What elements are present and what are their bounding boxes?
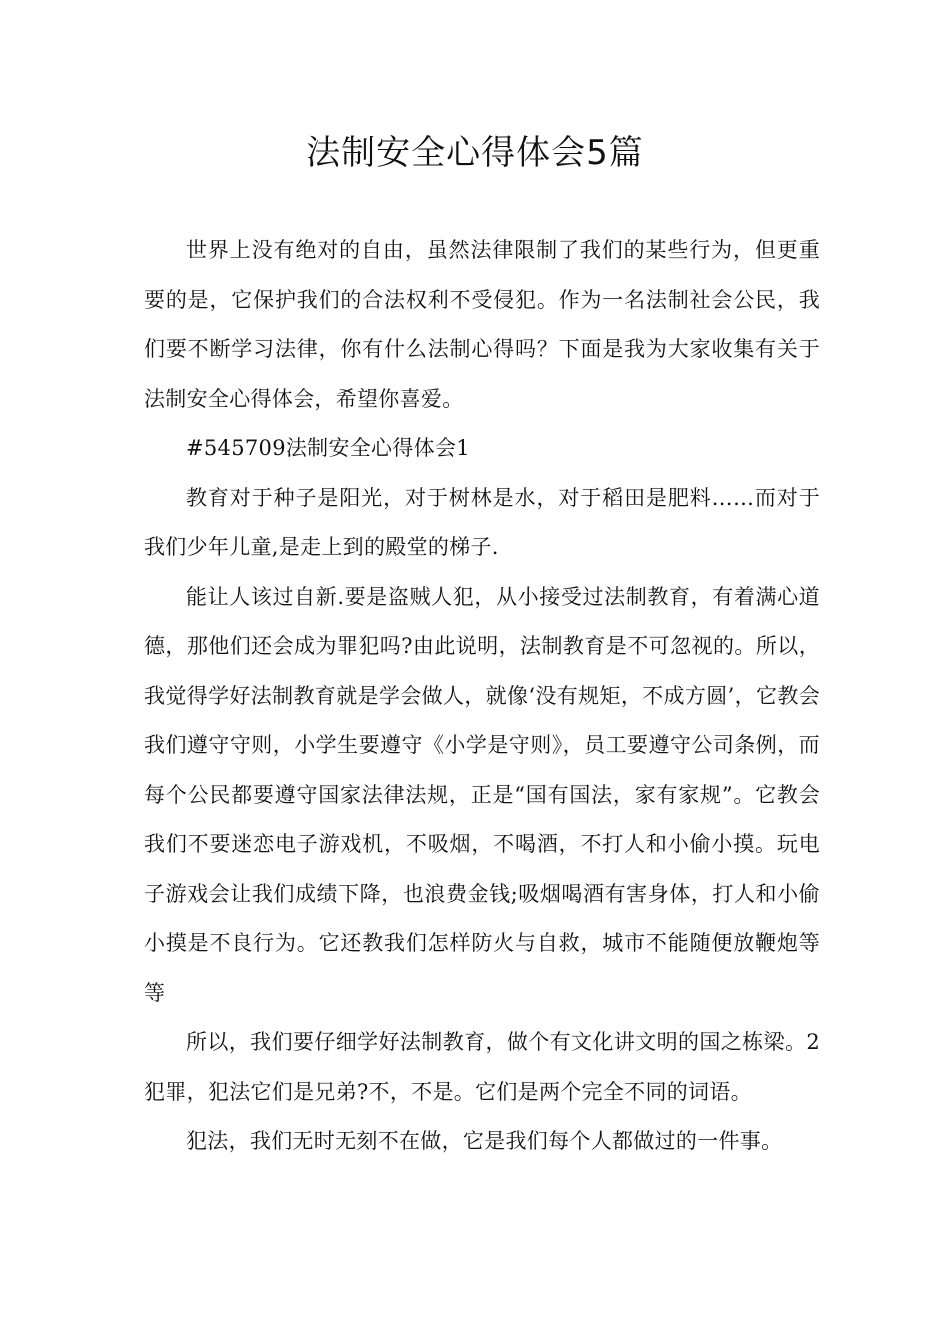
paragraph-conclusion: 所以，我们要仔细学好法制教育，做个有文化讲文明的国之栋梁。2犯罪，犯法它们是兄弟?不，不是。它们是两个完全不同的词语。 — [144, 1030, 820, 1104]
paragraph-violation: 犯法，我们无时无刻不在做，它是我们每个人都做过的一件事。 — [186, 1129, 783, 1153]
paragraph-education: 教育对于种子是阳光，对于树林是水，对于稻田是肥料……而对于我们少年儿童,是走上到的殿堂的梯子. — [144, 485, 820, 559]
document-body — [144, 226, 820, 1167]
paragraph-reform: 能让人该过自新.要是盗贼人犯，从小接受过法制教育，有着满心道德，那他们还会成为罪犯吗?由此说明，法制教育是不可忽视的。所以，我觉得学好法制教育就是学会做人，就像‘没有规矩，不成方圆’，它教会我们遵守守则，小学生要遵守《小学是守则》，员工要遵守公司条例，而每个公民都要遵守国家法律法规，正是“国有国法，家有家规”。它教会我们不要迷恋电子游戏机，不吸烟，不喝酒，不打人和小偷小摸。玩电子游戏会让我们成绩下降，也浪费金钱;吸烟喝酒有害身体，打人和小偷小摸是不良行为。它还教我们怎样防火与自救，城市不能随便放鞭炮等等 — [144, 584, 820, 1005]
paragraph-intro: 世界上没有绝对的自由，虽然法律限制了我们的某些行为，但更重要的是，它保护我们的合法权利不受侵犯。作为一名法制社会公民，我们要不断学习法律，你有什么法制心得吗？下面是我为大家收集有关于法制安全心得体会，希望你喜爱。 — [144, 238, 820, 411]
document-title: 法制安全心得体会5篇 — [306, 133, 644, 173]
section-heading: #545709法制安全心得体会1 — [186, 436, 470, 460]
